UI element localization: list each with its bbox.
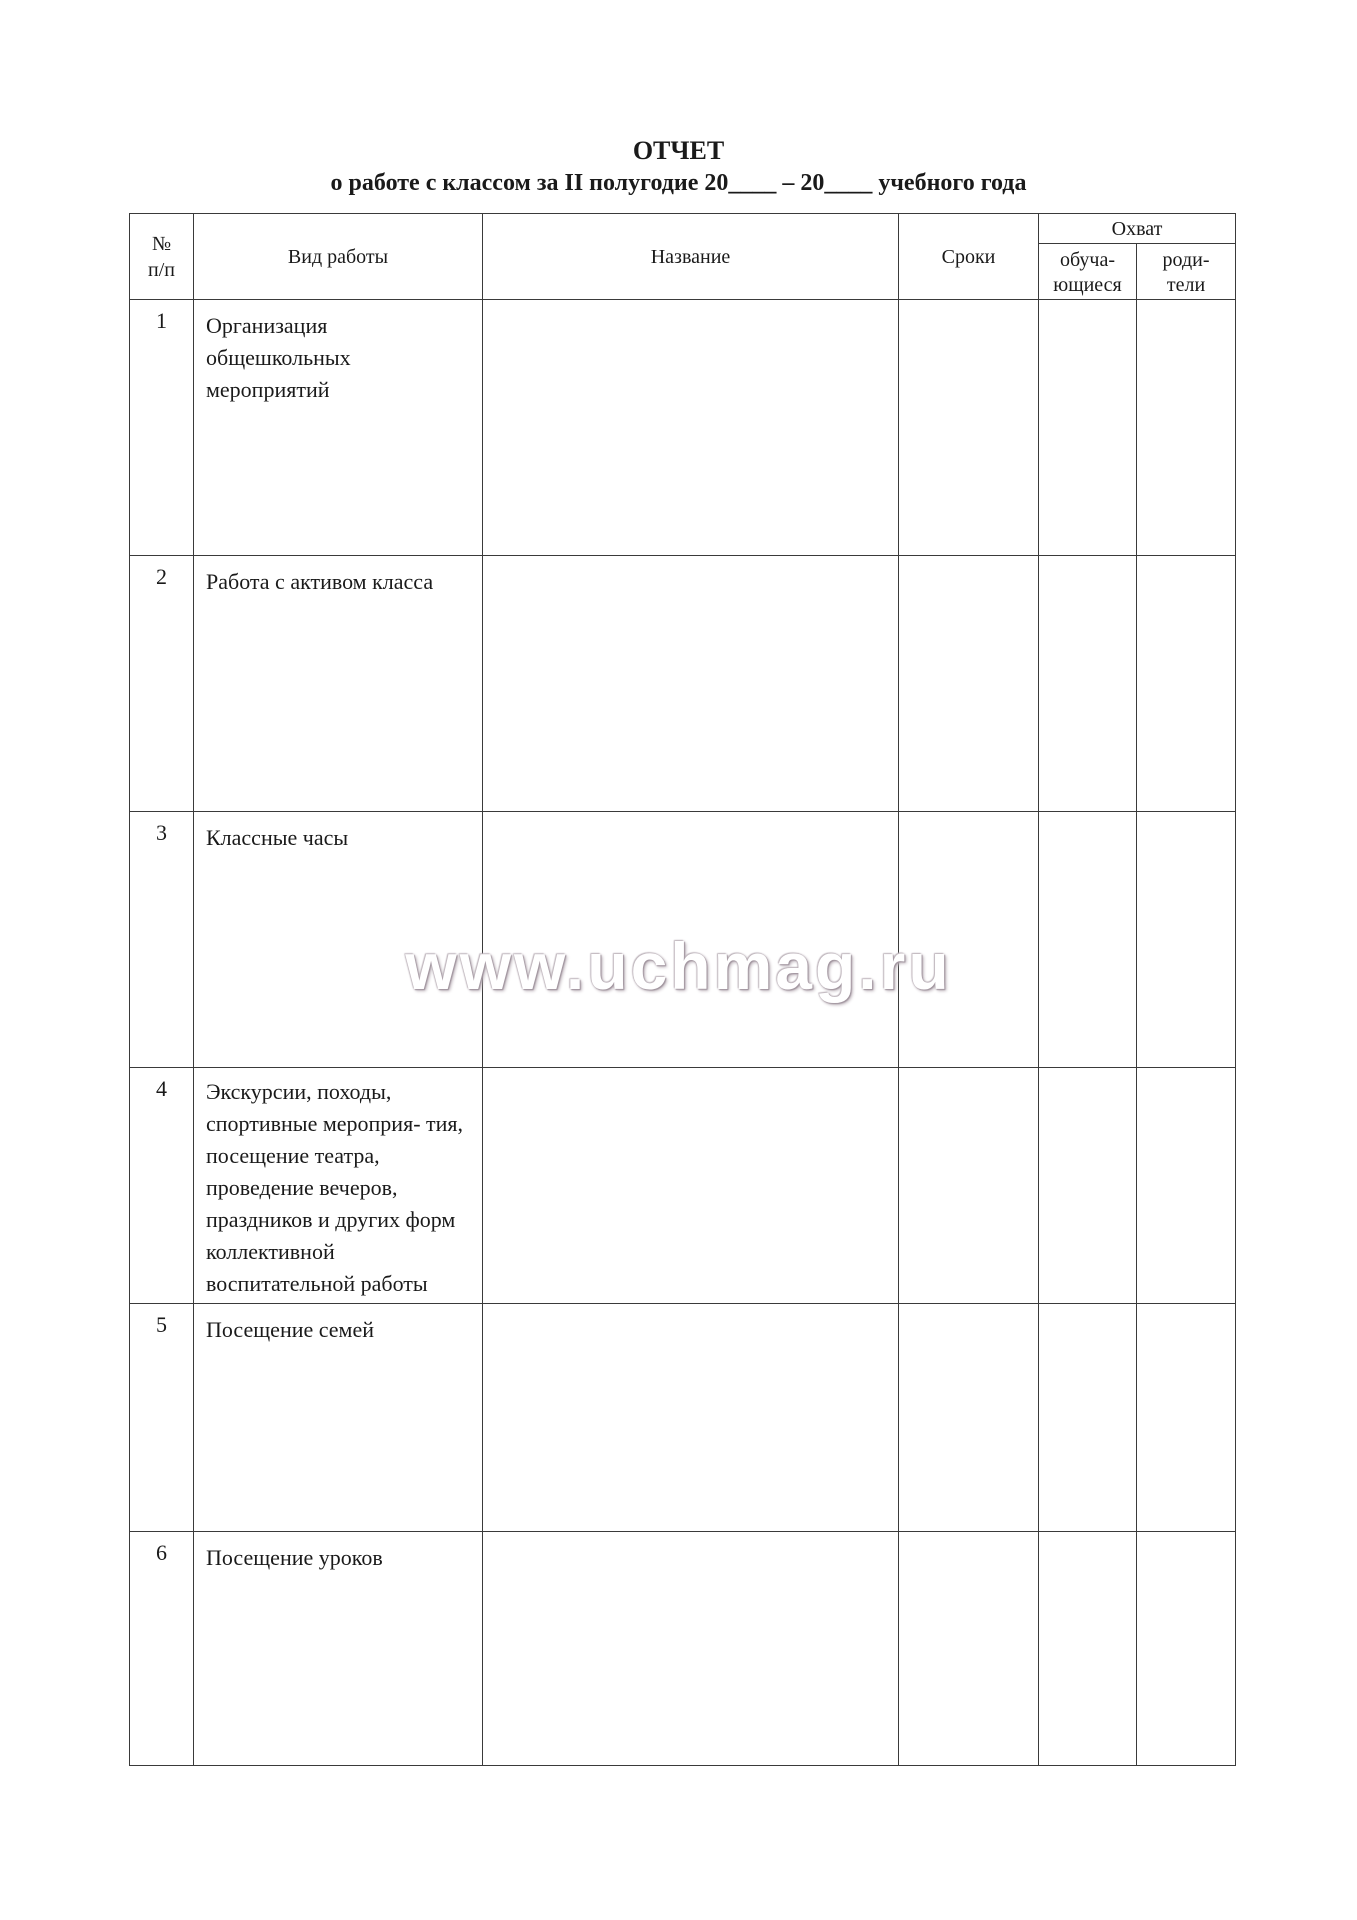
row-dates-cell[interactable]: [899, 1532, 1039, 1766]
row-students-cell[interactable]: [1039, 556, 1137, 812]
row-number: 4: [130, 1068, 194, 1304]
table-row: [130, 1532, 1236, 1766]
row-parents-cell[interactable]: [1137, 812, 1236, 1068]
header-coverage: Охват: [1039, 214, 1236, 244]
row-kind: Посещение семей: [194, 1304, 483, 1532]
watermark-logo: www.uchmag.ru: [405, 929, 952, 1003]
row-students-cell[interactable]: [1039, 300, 1137, 556]
table-header-row: [130, 214, 1236, 244]
row-name-cell[interactable]: [483, 300, 899, 556]
row-parents-cell[interactable]: [1137, 300, 1236, 556]
row-dates-cell[interactable]: [899, 300, 1039, 556]
row-students-cell[interactable]: [1039, 812, 1137, 1068]
row-kind: Организация общешкольных мероприятий: [194, 300, 483, 556]
header-kind: Вид работы: [194, 214, 483, 300]
row-number: 6: [130, 1532, 194, 1766]
row-name-cell[interactable]: [483, 1532, 899, 1766]
row-kind: Экскурсии, походы, спортивные мероприя- тия, посещение театра, проведение вечеров, праздников и других форм коллективной воспитательной работы: [194, 1068, 483, 1304]
header-name: Название: [483, 214, 899, 300]
row-number: 1: [130, 300, 194, 556]
row-students-cell[interactable]: [1039, 1304, 1137, 1532]
table-row: [130, 1068, 1236, 1304]
row-parents-cell[interactable]: [1137, 1068, 1236, 1304]
table-row: [130, 1304, 1236, 1532]
header-number: № п/п: [130, 214, 194, 300]
row-name-cell[interactable]: [483, 1068, 899, 1304]
row-name-cell[interactable]: [483, 812, 899, 1068]
report-table: [129, 213, 1236, 1766]
row-number: 2: [130, 556, 194, 812]
row-kind: Посещение уроков: [194, 1532, 483, 1766]
header-dates: Сроки: [899, 214, 1039, 300]
header-parents: роди- тели: [1137, 244, 1236, 300]
table-row: [130, 812, 1236, 1068]
row-parents-cell[interactable]: [1137, 1304, 1236, 1532]
row-name-cell[interactable]: [483, 1304, 899, 1532]
header-students: обуча- ющиеся: [1039, 244, 1137, 300]
row-dates-cell[interactable]: [899, 1304, 1039, 1532]
row-name-cell[interactable]: [483, 556, 899, 812]
row-kind: Работа с активом класса: [194, 556, 483, 812]
table-row: [130, 556, 1236, 812]
row-students-cell[interactable]: [1039, 1532, 1137, 1766]
row-dates-cell[interactable]: [899, 812, 1039, 1068]
table-row: [130, 300, 1236, 556]
document-title: ОТЧЕТ: [632, 136, 725, 165]
document-subtitle: о работе с классом за II полугодие 20____ – 20____ учебного года: [330, 170, 1027, 196]
row-number: 3: [130, 812, 194, 1068]
row-dates-cell[interactable]: [899, 556, 1039, 812]
row-kind: Классные часы: [194, 812, 483, 1068]
row-number: 5: [130, 1304, 194, 1532]
row-parents-cell[interactable]: [1137, 556, 1236, 812]
row-students-cell[interactable]: [1039, 1068, 1137, 1304]
row-dates-cell[interactable]: [899, 1068, 1039, 1304]
row-parents-cell[interactable]: [1137, 1532, 1236, 1766]
